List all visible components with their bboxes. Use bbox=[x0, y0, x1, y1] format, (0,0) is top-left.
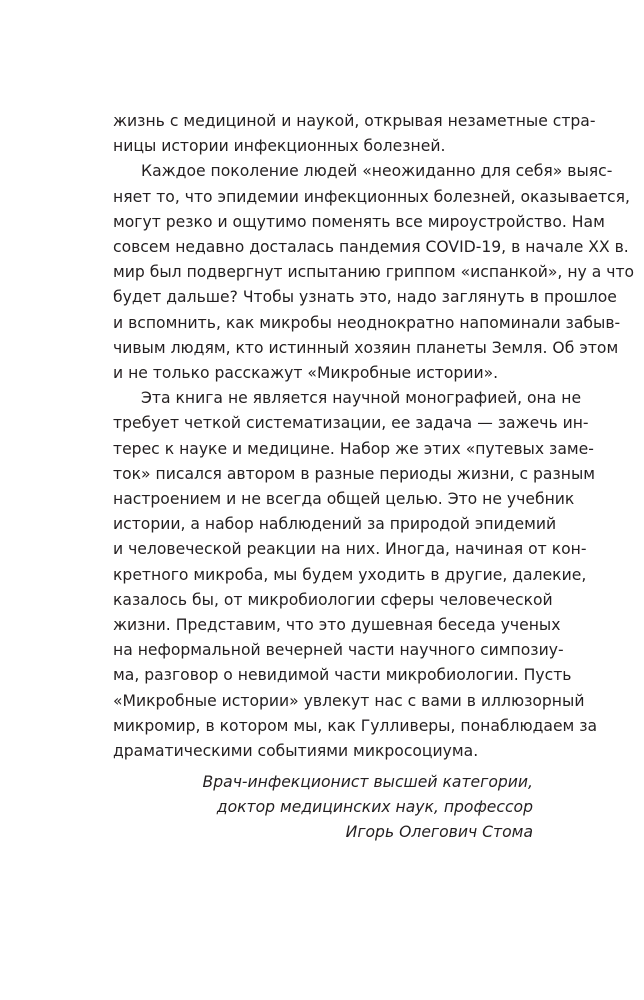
text-line: ницы истории инфекционных болезней. bbox=[113, 137, 446, 156]
paragraph-1 bbox=[113, 109, 596, 159]
text-line: требует четкой систематизации, ее задача — зажечь ин- bbox=[113, 414, 589, 433]
text-line: «Микробные истории» увлекут нас с вами в иллюзорный bbox=[113, 691, 585, 710]
text-line: ток» писался автором в разные периоды жизни, с разным bbox=[113, 464, 596, 483]
text-line: совсем недавно досталась пандемия COVID-19, в начале XX в. bbox=[113, 238, 629, 257]
text-line: настроением и не всегда общей целью. Это не учебник bbox=[113, 490, 575, 509]
paragraph-2 bbox=[113, 159, 635, 386]
body-text bbox=[113, 109, 635, 764]
text-line: жизни. Представим, что это душевная беседа ученых bbox=[113, 616, 561, 635]
text-line: драматическими событиями микросоциума. bbox=[113, 742, 479, 761]
text-line: на неформальной вечерней части научного симпозиу- bbox=[113, 641, 564, 660]
text-line: микромир, в котором мы, как Гулливеры, понаблюдаем за bbox=[113, 716, 598, 735]
author-name: Игорь Олегович Стома bbox=[345, 823, 533, 842]
text-line: жизнь с медициной и наукой, открывая незаметные стра- bbox=[113, 112, 596, 130]
text-line: мир был подвергнут испытанию гриппом «испанкой», ну а что bbox=[113, 263, 635, 282]
text-line: ма, разговор о невидимой части микробиологии. Пусть bbox=[113, 666, 572, 685]
text-line: истории, а набор наблюдений за природой эпидемий bbox=[113, 515, 557, 534]
text-line: терес к науке и медицине. Набор же этих «путевых замe- bbox=[113, 439, 594, 458]
paragraph-3 bbox=[113, 386, 598, 764]
text-line: Эта книга не является научной монографией, она не bbox=[141, 389, 582, 408]
text-line: Каждое поколение людей «неожиданно для себя» выяс- bbox=[141, 162, 613, 181]
text-line: кретного микроба, мы будем уходить в другие, далекие, bbox=[113, 565, 587, 584]
text-line: чивым людям, кто истинный хозяин планеты Земля. Об этом bbox=[113, 338, 619, 357]
text-line: и не только расскажут «Микробные истории». bbox=[113, 364, 499, 383]
text-line: и вспомнить, как микробы неоднократно напоминали забыв- bbox=[113, 313, 621, 332]
text-line: и человеческой реакции на них. Иногда, начиная от кон- bbox=[113, 540, 587, 559]
author-title: Врач-инфекционист высшей категории, bbox=[202, 773, 533, 791]
author-signature bbox=[113, 770, 533, 846]
author-degree: доктор медицинских наук, профессор bbox=[216, 798, 533, 817]
text-line: могут резко и ощутимо поменять все мироустройство. Нам bbox=[113, 212, 605, 231]
text-line: казалось бы, от микробиологии сферы человеческой bbox=[113, 590, 553, 609]
text-line: няет то, что эпидемии инфекционных болезней, оказывается, bbox=[113, 187, 630, 206]
text-line: будет дальше? Чтобы узнать это, надо заглянуть в прошлое bbox=[113, 288, 617, 307]
